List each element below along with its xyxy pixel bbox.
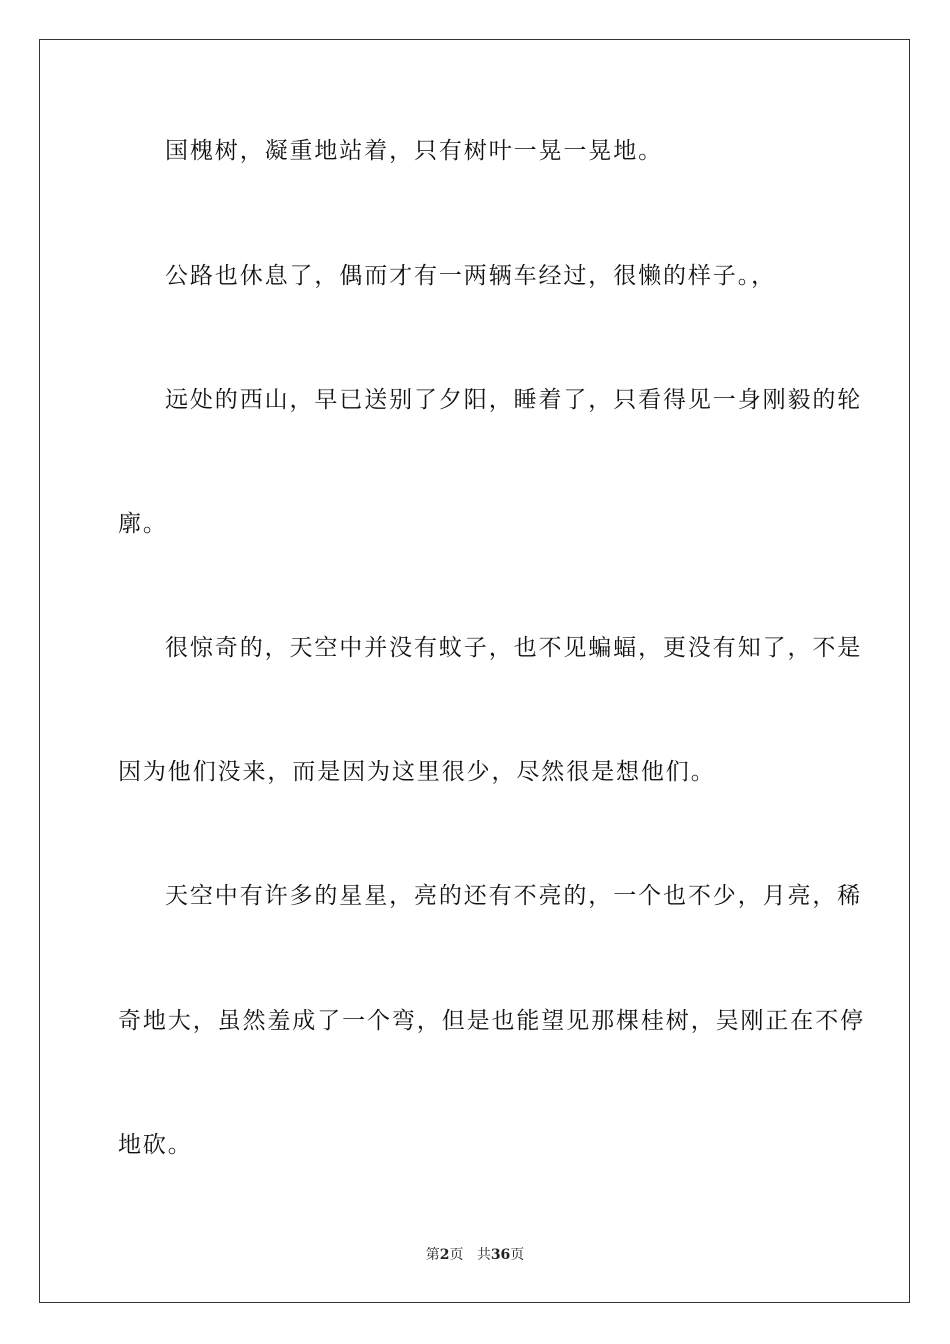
total-indicator: [477, 1247, 524, 1263]
page-border: [39, 39, 910, 1303]
total-pages: 36: [490, 1247, 511, 1263]
paragraph-line: 国槐树，凝重地站着，只有树叶一晃一晃地。: [165, 138, 663, 164]
paragraph-line: 因为他们没来，而是因为这里很少，尽然很是想他们。: [118, 759, 716, 785]
paragraph-line: 廓。: [118, 511, 168, 537]
page-prefix: 第: [425, 1247, 440, 1263]
total-suffix: 页: [510, 1247, 525, 1263]
paragraph-line: 很惊奇的，天空中并没有蚊子，也不见蝙蝠，更没有知了，不是: [165, 635, 863, 661]
paragraph-line: 天空中有许多的星星，亮的还有不亮的，一个也不少，月亮，稀: [165, 883, 863, 909]
page-footer: [0, 1246, 950, 1264]
paragraph-line: 公路也休息了，偶而才有一两辆车经过，很懒的样子。，: [165, 263, 776, 289]
paragraph-line: 远处的西山，早已送别了夕阳，睡着了，只看得见一身刚毅的轮: [165, 387, 863, 413]
page-suffix: 页: [449, 1247, 464, 1263]
page-indicator: [426, 1247, 464, 1263]
paragraph-line: 地砍。: [118, 1132, 193, 1158]
page-number: 2: [439, 1247, 450, 1263]
paragraph-line: 奇地大，虽然羞成了一个弯，但是也能望见那棵桂树，吴刚正在不停: [118, 1008, 865, 1034]
total-prefix: 共: [476, 1247, 491, 1263]
